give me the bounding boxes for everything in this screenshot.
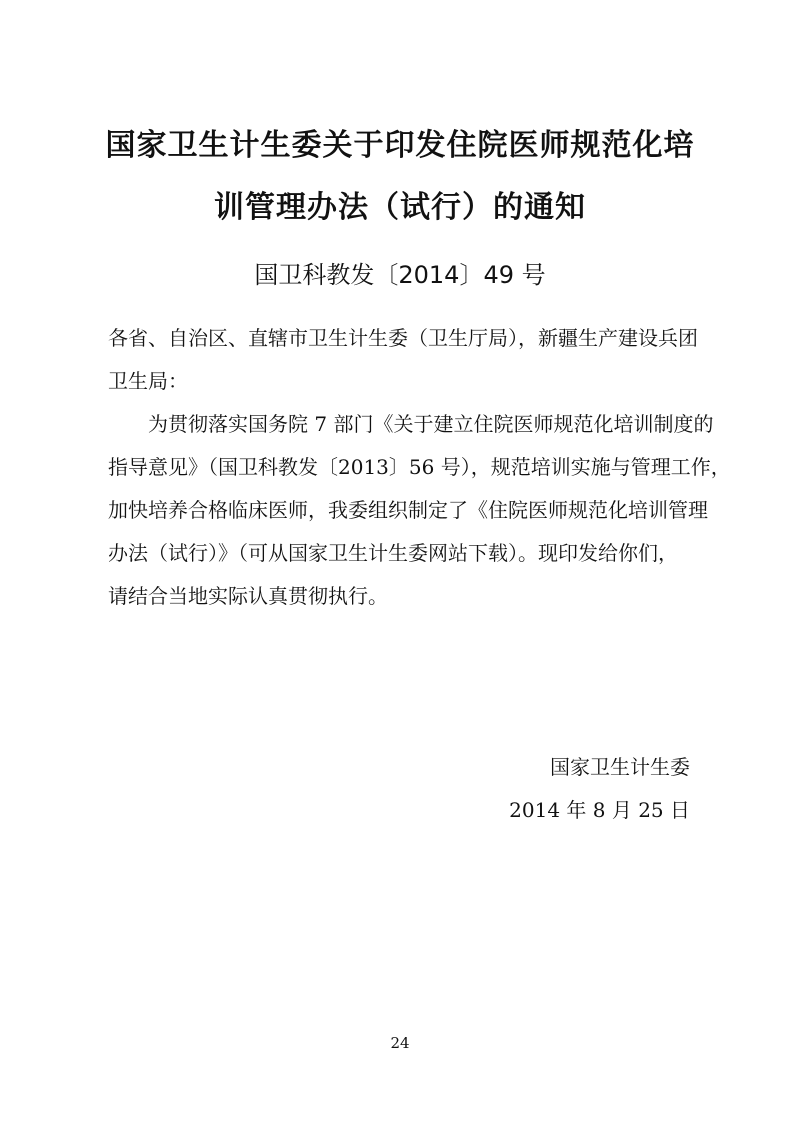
page-number: 24 (390, 1034, 410, 1052)
document-number: 国卫科教发〔2014〕49 号 (254, 261, 546, 289)
body-line-2: 指导意见》（国卫科教发〔2013〕56 号），规范培训实施与管理工作， (108, 455, 731, 479)
signature-date: 2014 年 8 月 25 日 (509, 798, 690, 822)
body-line-5: 请结合当地实际认真贯彻执行。 (108, 584, 388, 608)
document-title-line-1: 国家卫生计生委关于印发住院医师规范化培 (105, 128, 695, 163)
addressee-line-1: 各省、自治区、直辖市卫生计生委（卫生厅局），新疆生产建设兵团 (108, 326, 698, 350)
document-title-line-2: 训管理办法（试行）的通知 (214, 190, 586, 225)
body-line-1: 为贯彻落实国务院 7 部门《关于建立住院医师规范化培训制度的 (148, 412, 714, 436)
signature-issuer: 国家卫生计生委 (550, 755, 690, 779)
body-line-4: 办法（试行）》（可从国家卫生计生委网站下载）。现印发给你们， (108, 541, 678, 565)
addressee-line-2: 卫生局： (108, 369, 188, 393)
body-line-3: 加快培养合格临床医师，我委组织制定了《住院医师规范化培训管理 (108, 498, 708, 522)
